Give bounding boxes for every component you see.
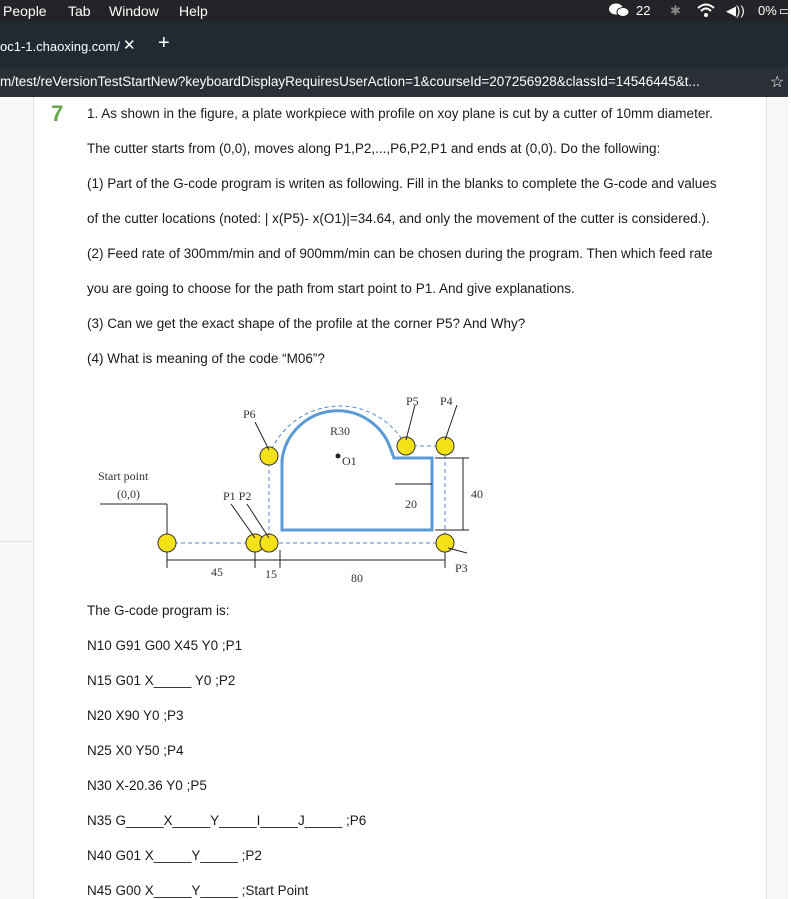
workpiece-profile [282,411,432,530]
gcode-line: N40 G01 X_____Y_____ ;P2 [87,848,262,863]
wifi-icon[interactable] [696,3,716,21]
label-p5: P5 [406,394,419,408]
label-p3: P3 [455,561,468,575]
gcode-title: The G-code program is: [87,603,230,618]
gcode-line: N35 G_____X_____Y_____I_____J_____ ;P6 [87,813,367,828]
battery-icon[interactable]: ▭ [779,3,791,18]
bookmark-star-icon[interactable]: ☆ [770,74,785,91]
question-number: 7 [51,101,64,126]
question-line: 1. As shown in the figure, a plate workpiece with profile on xoy plane is cut by a cutter of 10mm diameter. [87,106,713,121]
menu-bar [0,0,791,22]
gcode-line: N15 G01 X_____ Y0 ;P2 [87,673,236,688]
url-text[interactable]: m/test/reVersionTestStartNew?keyboardDisplayRequiresUserAction=1&courseId=207256928&classId=14546445&t... [0,74,700,89]
tab-title: oc1-1.chaoxing.com/ [0,39,120,54]
gcode-line: N20 X90 Y0 ;P3 [87,708,184,723]
label-dim-80: 80 [351,571,363,585]
question-line: (3) Can we get the exact shape of the profile at the corner P5? And Why? [87,316,526,331]
browser-tab[interactable] [0,34,148,67]
workpiece-figure [95,388,515,588]
gcode-line: N10 G91 G00 X45 Y0 ;P1 [87,638,243,653]
question-line: of the cutter locations (noted: | x(P5)- x(O1)|=34.64, and only the movement of the cutter is considered.). [87,211,710,226]
volume-icon[interactable]: ◀)) [726,3,745,18]
menu-window[interactable]: Window [109,3,159,19]
label-start-point: Start point [98,469,149,483]
cutter-path [167,406,445,543]
label-dim-20: 20 [405,497,417,511]
divider [0,541,33,542]
gcode-line: N45 G00 X_____Y_____ ;Start Point [87,883,309,898]
menu-tab[interactable]: Tab [68,3,91,19]
question-line: (2) Feed rate of 300mm/min and of 900mm/min can be chosen during the program. Then which feed rate [87,246,713,261]
address-bar[interactable] [0,67,788,97]
cutter-markers [158,437,454,552]
battery-percent: 0% [758,3,777,18]
bluetooth-icon[interactable]: ✱ [670,3,681,18]
label-p4: P4 [440,394,453,408]
question-line: The cutter starts from (0,0), moves along P1,P2,...,P6,P2,P1 and ends at (0,0). Do the following: [87,141,661,156]
question-line: you are going to choose for the path from start point to P1. And give explanations. [87,281,575,296]
label-start-coords: (0,0) [117,487,140,501]
menu-help[interactable]: Help [179,3,208,19]
cutter-p2 [260,534,278,552]
label-p6: P6 [243,407,256,421]
wechat-icon[interactable] [608,2,630,21]
tab-bar [0,22,788,67]
label-r30: R30 [330,424,351,438]
dimension-lines [100,458,469,568]
cutter-start [158,534,176,552]
label-p1-p2: P1 P2 [223,489,252,503]
label-dim-15: 15 [265,567,277,581]
question-line: (1) Part of the G-code program is writen as following. Fill in the blanks to complete the G-code and values [87,176,717,191]
menu-people[interactable]: People [3,3,47,19]
label-o1: O1 [342,454,357,468]
close-tab-icon[interactable]: ✕ [123,37,136,54]
wechat-count: 22 [636,3,651,18]
question-line: (4) What is meaning of the code “M06”? [87,351,325,366]
gcode-line: N25 X0 Y50 ;P4 [87,743,184,758]
new-tab-button[interactable]: + [158,32,170,54]
gcode-line: N30 X-20.36 Y0 ;P5 [87,778,207,793]
label-dim-40: 40 [471,487,483,501]
center-o1-marker [336,454,341,459]
label-dim-45: 45 [211,565,223,579]
